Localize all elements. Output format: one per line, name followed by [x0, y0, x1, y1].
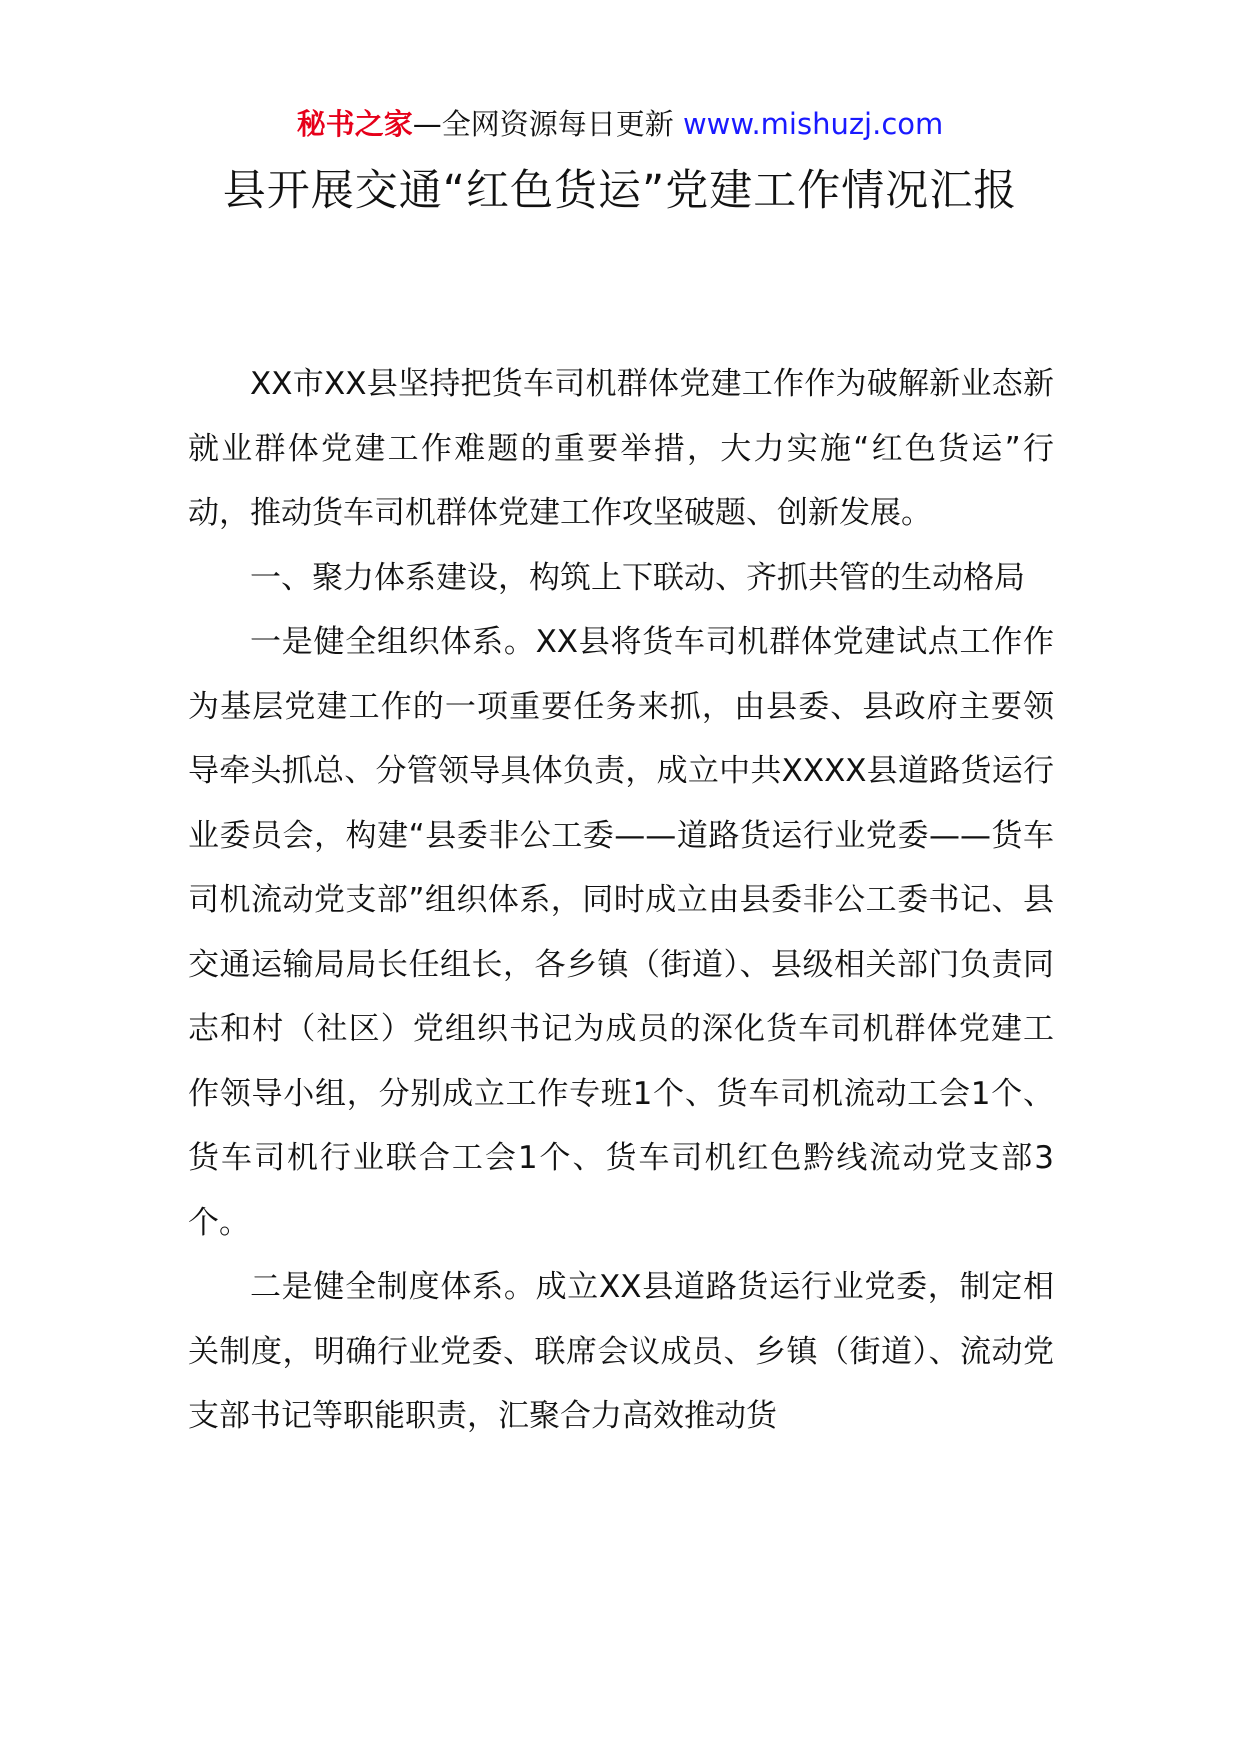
document-title: 县开展交通“红色货运”党建工作情况汇报 — [222, 166, 1018, 216]
document-body — [188, 352, 1054, 1449]
brand-name: 秘书之家 — [296, 107, 413, 141]
body-paragraph: 二是健全制度体系。成立XX县道路货运行业党委，制定相关制度，明确行业党委、联席会议成员、乡镇（街道）、流动党支部书记等职能职责，汇聚合力高效推动货 — [188, 1269, 1054, 1434]
intro-paragraph: XX市XX县坚持把货车司机群体党建工作作为破解新业态新就业群体党建工作难题的重要举措，大力实施“红色货运”行动，推动货车司机群体党建工作攻坚破题、创新发展。 — [188, 366, 1054, 531]
banner-tagline: —全网资源每日更新 — [412, 107, 674, 141]
body-paragraph: 一是健全组织体系。XX县将货车司机群体党建试点工作作为基层党建工作的一项重要任务来抓，由县委、县政府主要领导牵头抓总、分管领导具体负责，成立中共XXXX县道路货运行业委员会，构建“县委非公工委——道路货运行业党委——货车司机流动党支部”组织体系，同时成立由县委非公工委书记、县交通运输局局长任组长，各乡镇（街道）、县级相关部门负责同志和村（社区）党组织书记为成员的深化货车司机群体党建工作领导小组，分别成立工作专班1个、货车司机流动工会1个、货车司机行业联合工会1个、货车司机红色黔线流动党支部3个。 — [188, 624, 1054, 1241]
site-url-link[interactable]: www.mishuzj.com — [682, 107, 944, 141]
site-banner — [0, 104, 1240, 144]
section-heading: 一、聚力体系建设，构筑上下联动、齐抓共管的生动格局 — [250, 559, 1025, 596]
